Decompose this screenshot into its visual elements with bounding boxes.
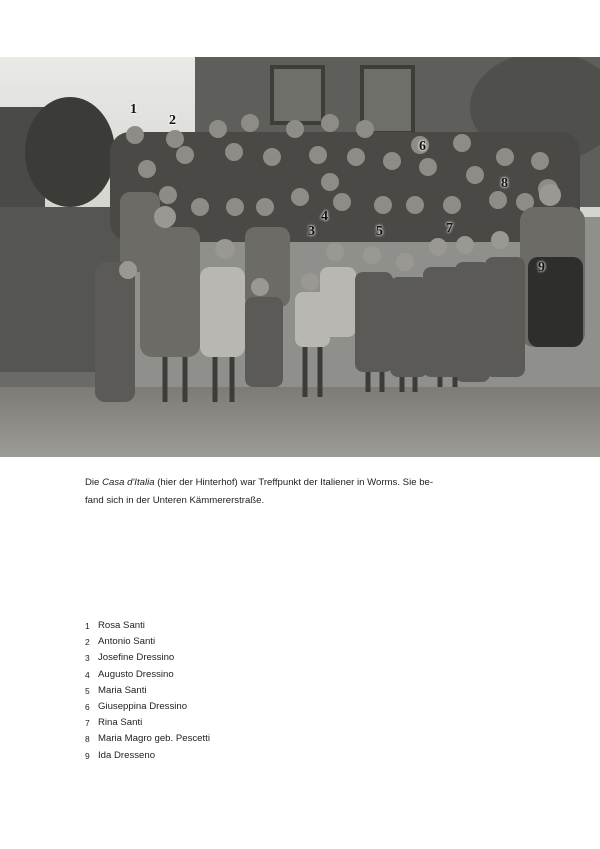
legend-item — [85, 748, 385, 764]
photo-marker-2: 2 — [169, 113, 176, 128]
caption-italic-name: Casa d'Italia — [102, 477, 155, 488]
legend-item — [85, 715, 385, 731]
legend-name: Ida Dresseno — [98, 749, 156, 761]
legend-item — [85, 731, 385, 747]
legend-name: Giuseppina Dressino — [98, 701, 188, 713]
photo-marker-8: 8 — [501, 176, 508, 191]
legend-item — [85, 634, 385, 650]
caption-line-2: fand sich in der Unteren Kämmererstraße. — [85, 495, 265, 506]
photo-marker-7: 7 — [446, 221, 453, 236]
legend-name: Rosa Santi — [98, 620, 145, 631]
legend-item — [85, 618, 385, 634]
photo-caption — [85, 474, 465, 510]
legend-number: 4 — [85, 669, 90, 680]
legend-name: Josefine Dressino — [98, 652, 175, 664]
legend-name: Maria Santi — [98, 684, 147, 696]
caption-text-start: Die — [85, 477, 103, 488]
legend-item — [85, 667, 385, 683]
legend-name: Antonio Santi — [98, 636, 156, 648]
legend-number: 7 — [85, 718, 90, 729]
legend-number: 1 — [85, 621, 90, 631]
legend-item — [85, 683, 385, 699]
photo-marker-3: 3 — [308, 224, 315, 239]
photo-marker-6: 6 — [419, 139, 426, 154]
legend-number: 2 — [85, 637, 90, 648]
caption-text-rest: (hier der Hinterhof) war Treffpunkt der Italiener in Worms. Sie be- — [154, 477, 434, 488]
legend-number: 8 — [85, 734, 90, 745]
photo-marker-4: 4 — [321, 209, 328, 224]
legend-number: 9 — [85, 750, 90, 761]
legend-item — [85, 699, 385, 715]
photo-marker-5: 5 — [376, 224, 383, 239]
legend-name: Rina Santi — [98, 717, 143, 729]
photo-marker-9: 9 — [538, 260, 545, 275]
legend-number: 6 — [85, 702, 90, 713]
people-legend — [85, 618, 385, 764]
legend-name: Maria Magro geb. Pescetti — [98, 733, 210, 745]
legend-name: Augusto Dressino — [98, 668, 174, 680]
group-photo — [0, 57, 600, 457]
photo-marker-1: 1 — [130, 102, 137, 117]
legend-number: 5 — [85, 685, 90, 696]
legend-item — [85, 650, 385, 666]
group-photo-image — [0, 57, 600, 457]
legend-number: 3 — [85, 653, 90, 664]
